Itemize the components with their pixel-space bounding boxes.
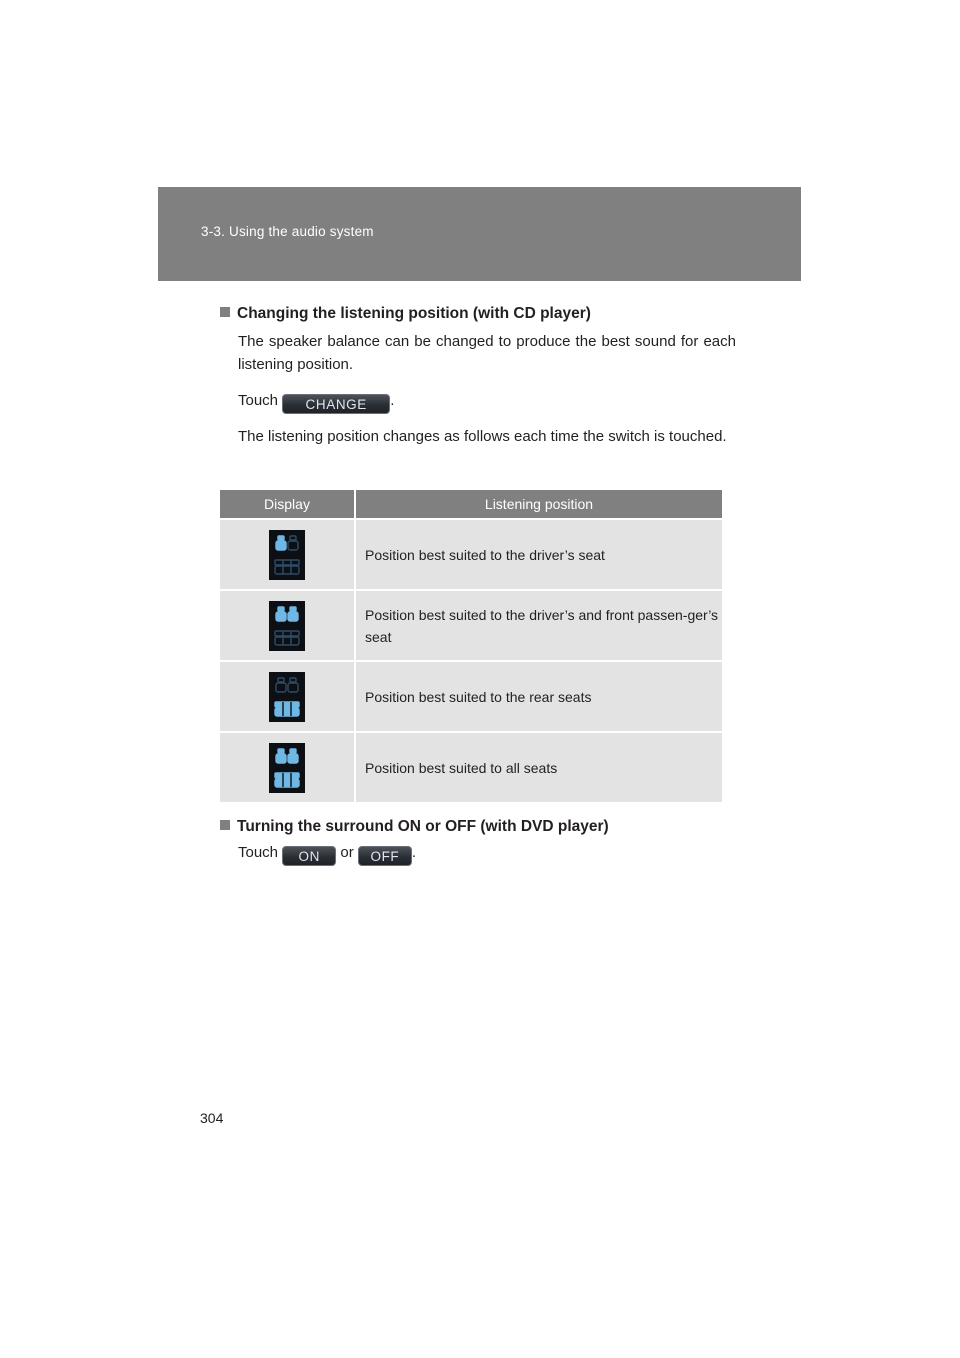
heading-listening-position: Changing the listening position (with CD player) bbox=[220, 305, 591, 323]
touch-change-line: Touch CHANGE . bbox=[238, 392, 395, 412]
on-button[interactable]: ON bbox=[282, 846, 336, 866]
listening-position-text: Position best suited to the driver’s and front passen-ger’s seat bbox=[355, 590, 722, 661]
page-number: 304 bbox=[200, 1110, 224, 1126]
paragraph-speaker-balance: The speaker balance can be changed to produce the best sound for each listening position. bbox=[238, 333, 736, 373]
header-band bbox=[158, 187, 801, 281]
off-button[interactable]: OFF bbox=[358, 846, 412, 866]
change-button[interactable]: CHANGE bbox=[282, 394, 390, 414]
section-title: 3-3. Using the audio system bbox=[201, 224, 374, 239]
listening-position-text: Position best suited to the driver’s seat bbox=[355, 519, 722, 590]
heading-surround: Turning the surround ON or OFF (with DVD player) bbox=[220, 818, 609, 836]
table-header-listening-position: Listening position bbox=[355, 490, 722, 519]
listening-position-text: Position best suited to the rear seats bbox=[355, 661, 722, 732]
listening-position-table bbox=[220, 490, 722, 802]
table-row bbox=[220, 661, 722, 732]
seat-all-icon bbox=[269, 743, 305, 793]
table-row bbox=[220, 590, 722, 661]
table-row bbox=[220, 732, 722, 802]
square-bullet-icon bbox=[220, 307, 230, 317]
square-bullet-icon bbox=[220, 820, 230, 830]
table-header-display: Display bbox=[220, 490, 355, 519]
seat-front-icon bbox=[269, 601, 305, 651]
seat-rear-icon bbox=[269, 672, 305, 722]
table-row bbox=[220, 519, 722, 590]
paragraph-position-changes: The listening position changes as follows each time the switch is touched. bbox=[238, 428, 727, 445]
touch-on-off-line: Touch ON or OFF . bbox=[238, 844, 417, 864]
listening-position-text: Position best suited to all seats bbox=[355, 732, 722, 802]
seat-driver-icon bbox=[269, 530, 305, 580]
